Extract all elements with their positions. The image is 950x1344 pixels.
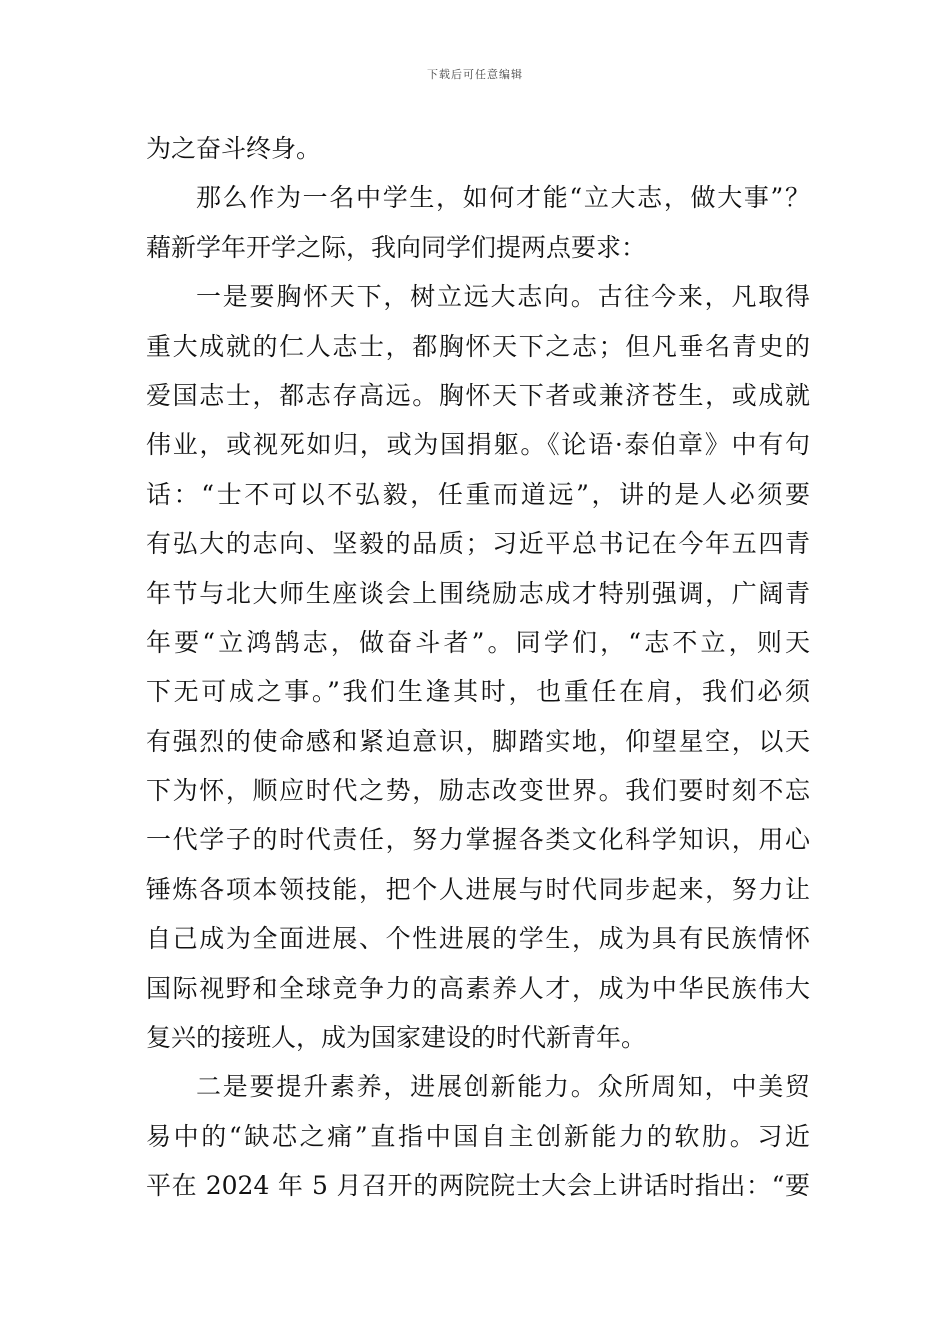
text-line: 有强烈的使命感和紧迫意识，脚踏实地，仰望星空，以天 [146,726,810,756]
text-line: 下为怀，顺应时代之势，励志改变世界。我们要时刻不忘 [146,776,810,806]
page-header-note: 下载后可任意编辑 [427,68,523,81]
text-line: 年要“立鸿鹄志，做奋斗者”。同学们，“志不立，则天 [146,627,810,657]
document-body [146,124,810,1211]
text-line: 自己成为全面进展、个性进展的学生，成为具有民族情怀 [146,924,810,954]
text-line: 复兴的接班人，成为国家建设的时代新青年。 [146,1023,647,1053]
text-line: 易中的“缺芯之痛”直指中国自主创新能力的软肋。习近 [146,1121,810,1151]
text-line: 那么作为一名中学生，如何才能“立大志，做大事”？ [196,183,810,213]
text-line: 锤炼各项本领技能，把个人进展与时代同步起来，努力让 [146,874,810,904]
text-line: 话：“士不可以不弘毅，任重而道远”，讲的是人必须要 [146,479,810,509]
text-line: 年节与北大师生座谈会上围绕励志成才特别强调，广阔青 [146,578,810,608]
text-line: 伟业，或视死如归，或为国捐躯。《论语·泰伯章》中有句 [146,430,810,460]
text-line: 一是要胸怀天下，树立远大志向。古往今来，凡取得 [196,282,810,312]
text-line: 爱国志士，都志存高远。胸怀天下者或兼济苍生，或成就 [146,380,810,410]
text-line: 藉新学年开学之际，我向同学们提两点要求： [146,232,647,262]
text-line: 下无可成之事。”我们生逢其时，也重任在肩，我们必须 [146,677,810,707]
text-line: 重大成就的仁人志士，都胸怀天下之志；但凡垂名青史的 [146,331,810,361]
text-line: 国际视野和全球竞争力的高素养人才，成为中华民族伟大 [146,973,810,1003]
text-line: 二是要提升素养，进展创新能力。众所周知，中美贸 [196,1072,810,1102]
text-line: 为之奋斗终身。 [146,134,322,163]
text-line: 有弘大的志向、坚毅的品质；习近平总书记在今年五四青 [146,529,810,559]
text-line: 平在 2024 年 5 月召开的两院院士大会上讲话时指出：“要 [146,1171,810,1201]
text-line: 一代学子的时代责任，努力掌握各类文化科学知识，用心 [146,825,810,855]
